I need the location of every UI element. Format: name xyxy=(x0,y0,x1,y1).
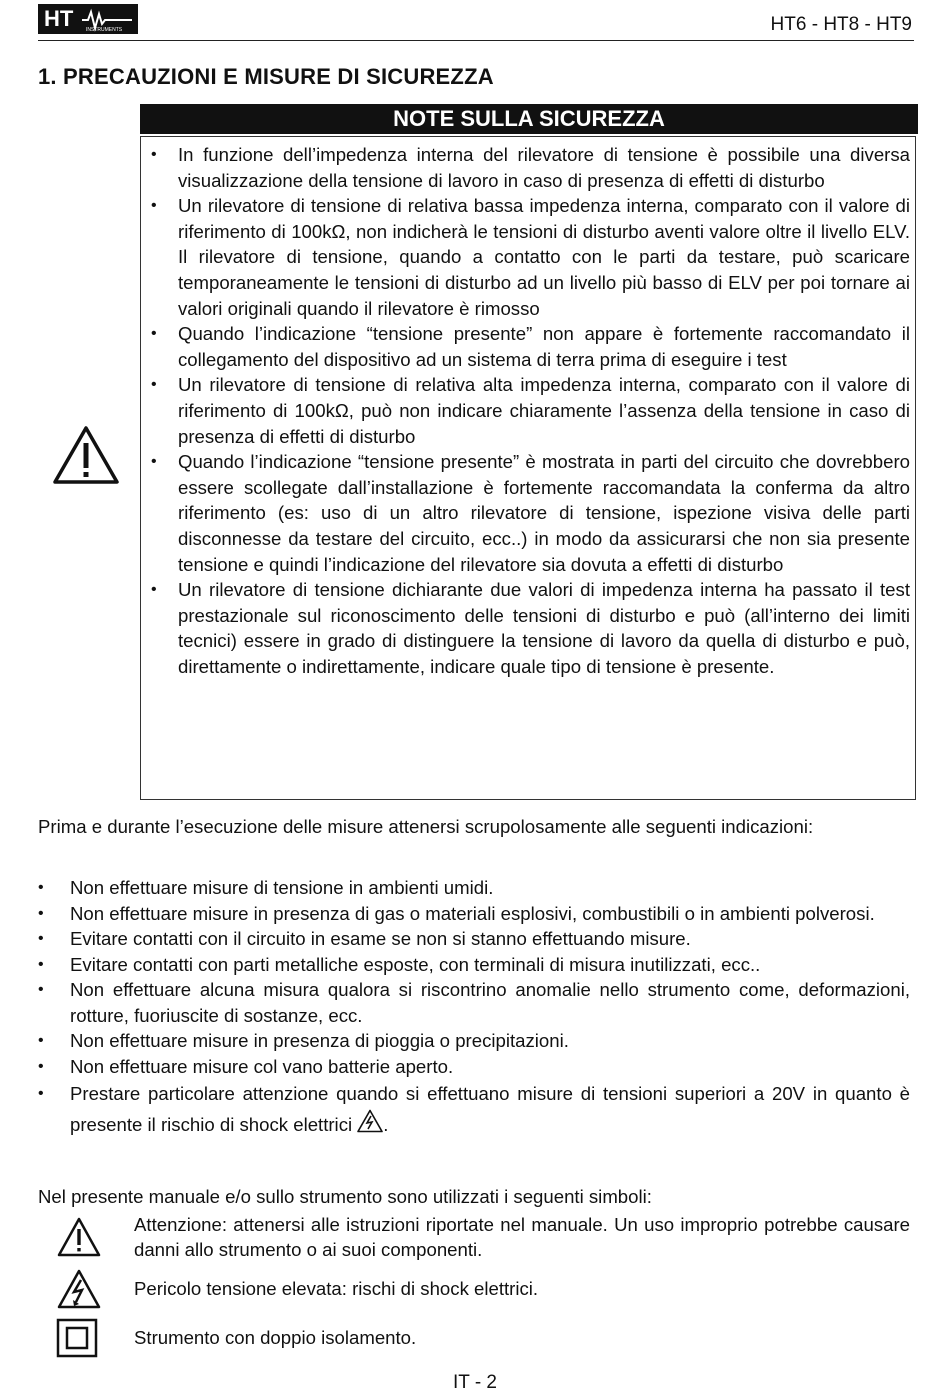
list-item: • Un rilevatore di tensione di relativa bassa impedenza interna, comparato con il valore di riferimento di 100kΩ, non indicherà le tensioni di disturbo aventi valore oltre il livello ELV. Il rilevatore di tensione, quando a contatto con le parti da testare, può scaricare temporaneamente le tensioni di disturbo ad un livello più basso di ELV per poi tornare ai valori originali quando il rilevatore è rimosso xyxy=(178,193,910,321)
ht-logo xyxy=(38,4,138,34)
safety-rules-list xyxy=(70,875,910,1140)
page-number: IT - 2 xyxy=(453,1372,497,1393)
list-item: • Quando l’indicazione “tensione presente” è mostrata in parti del circuito che dovrebbero essere scollegate dall’installazione è fortemente raccomandata la conferma da altro riferimento (es: uso di un altro rilevatore di tensione, ispezione visiva delle parti disconnesse da testare del circuito, ecc..) in modo da assicurarsi che non sia presente tensione e quindi l’indicazione del rilevatore sia dovuta a effetti di disturbo xyxy=(178,449,910,577)
list-item: • Non effettuare alcuna misura qualora si riscontrino anomalie nello strumento come, deformazioni, rotture, fuoriuscite di sostanze, ecc. xyxy=(70,977,910,1028)
symbol-text-double-insulation: Strumento con doppio isolamento. xyxy=(134,1327,417,1348)
list-item: • In funzione dell’impedenza interna del rilevatore di tensione è possibile una diversa visualizzazione della tensione di lavoro in caso di presenza di effetti di disturbo xyxy=(178,142,910,193)
list-item: • Evitare contatti con il circuito in esame se non si stanno effettuando misure. xyxy=(70,926,910,952)
logo-sub-text: INSTRUMENTS xyxy=(86,27,123,33)
symbols-intro: Nel presente manuale e/o sullo strumento sono utilizzati i seguenti simboli: xyxy=(38,1186,652,1207)
list-item: • Un rilevatore di tensione di relativa alta impedenza interna, comparato con il valore di riferimento di 100kΩ, può non indicare chiaramente l’assenza della tensione in caso di presenza di effetti di disturbo xyxy=(178,372,910,449)
double-insulation-icon xyxy=(56,1318,98,1358)
symbol-text-warning: Attenzione: attenersi alle istruzioni riportate nel manuale. Un uso improprio potrebbe causare danni allo strumento o ai suoi componenti. xyxy=(134,1214,910,1260)
list-item: • Un rilevatore di tensione dichiarante due valori di impedenza interna ha passato il test prestazionale sul riconoscimento delle tensioni di disturbo e può (all’interno dei limiti tecnici) essere in grado di distinguere la tensione di lavoro da quella di disturbo e può, direttamente o indirettamente, indicare quale tipo di tensione è presente. xyxy=(178,577,910,679)
list-item: • Non effettuare misure in presenza di gas o materiali esplosivi, combustibili o in ambienti polverosi. xyxy=(70,901,910,927)
warning-triangle-icon xyxy=(52,425,120,485)
intro-paragraph: Prima e durante l’esecuzione delle misure attenersi scrupolosamente alle seguenti indicazioni: xyxy=(38,816,814,837)
logo-text: HT xyxy=(44,6,74,31)
note-box-title: NOTE SULLA SICUREZZA xyxy=(140,104,918,134)
list-item xyxy=(70,1079,910,1140)
high-voltage-icon xyxy=(56,1268,102,1310)
last-rule-text: Prestare particolare attenzione quando si effettuano misure di tensioni superiori a 20V in quanto è presente il rischio di shock elettrici xyxy=(70,1083,910,1135)
list-item: • Non effettuare misure di tensione in ambienti umidi. xyxy=(70,875,910,901)
symbol-text-high-voltage: Pericolo tensione elevata: rischi di shock elettrici. xyxy=(134,1278,539,1299)
last-rule-end: . xyxy=(383,1114,389,1135)
safety-notes-box xyxy=(140,136,916,800)
shock-hazard-icon xyxy=(357,1109,383,1133)
list-item: • Non effettuare misure in presenza di pioggia o precipitazioni. xyxy=(70,1028,910,1054)
list-item: • Evitare contatti con parti metalliche esposte, con terminali di misura inutilizzati, ecc.. xyxy=(70,952,910,978)
model-label: HT6 - HT8 - HT9 xyxy=(770,14,912,35)
section-title: 1. PRECAUZIONI E MISURE DI SICUREZZA xyxy=(38,64,494,89)
header-rule xyxy=(38,40,914,41)
warning-triangle-icon xyxy=(56,1216,102,1258)
safety-notes-list xyxy=(178,142,910,679)
list-item: • Non effettuare misure col vano batterie aperto. xyxy=(70,1054,910,1080)
list-item: • Quando l’indicazione “tensione presente” non appare è fortemente raccomandato il collegamento del dispositivo ad un sistema di terra prima di eseguire i test xyxy=(178,321,910,372)
